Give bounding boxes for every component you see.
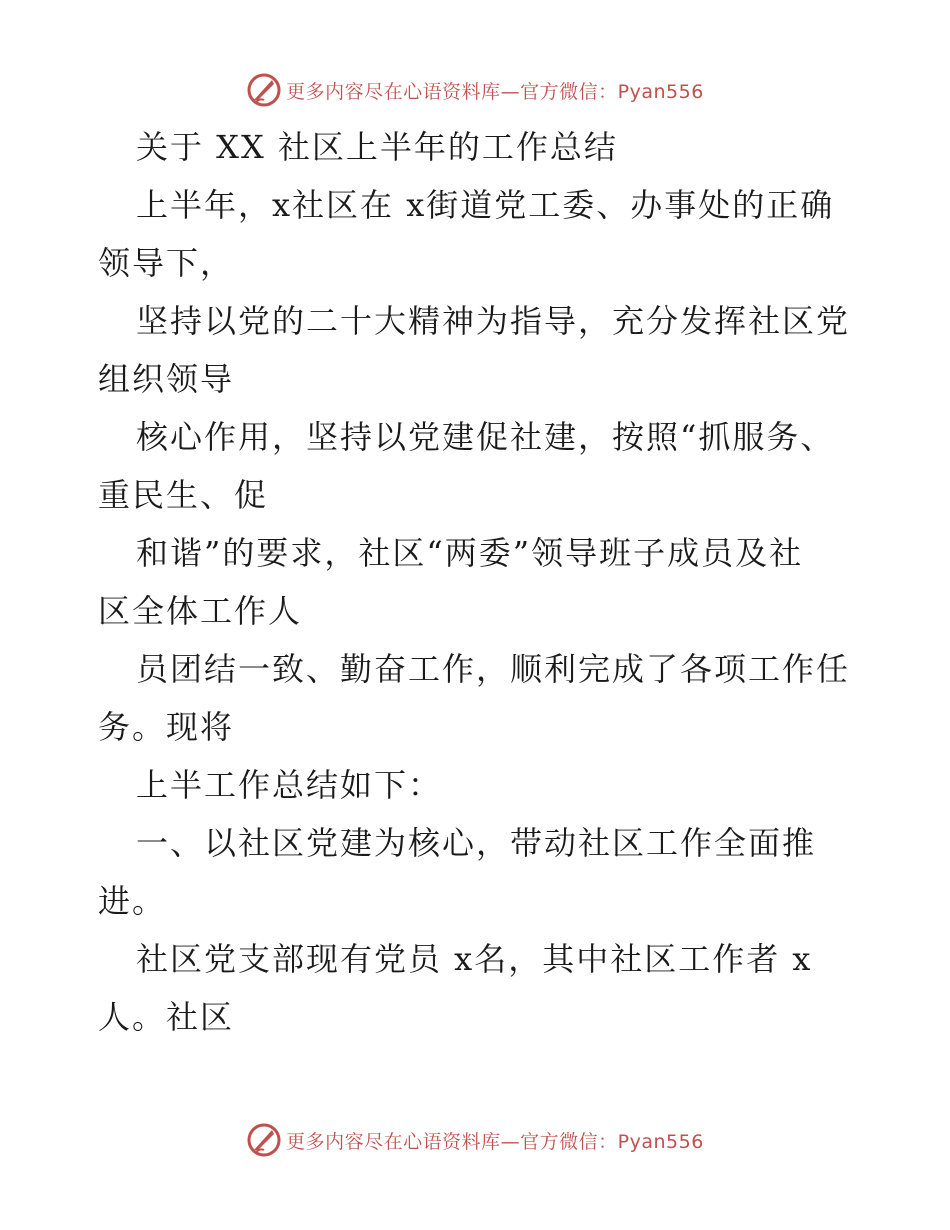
- section-heading: 一、以社区党建为核心，带动社区工作全面推: [136, 824, 817, 862]
- text-line: 和谐”的要求，社区“两委”领导班子成员及社: [136, 534, 804, 572]
- text-line: 上半年，x社区在 x街道党工委、办事处的正确: [136, 186, 835, 224]
- text-line: 社区党支部现有党员 x名，其中社区工作者 x: [136, 940, 813, 978]
- text-line: 核心作用，坚持以党建促社建，按照“抓服务、: [136, 418, 835, 456]
- text-line: 务。现将: [98, 708, 235, 746]
- text-line: 员团结一致、勤奋工作，顺利完成了各项工作任: [136, 650, 851, 688]
- watermark-header: [0, 70, 950, 110]
- quill-pen-logo-icon: [246, 72, 282, 108]
- quill-pen-logo-icon: [246, 1122, 282, 1158]
- text-line: 坚持以党的二十大精神为指导，充分发挥社区党: [136, 302, 851, 340]
- document-body: [98, 118, 858, 1046]
- document-title: 关于 XX 社区上半年的工作总结: [136, 128, 618, 166]
- watermark-text: 更多内容尽在心语资料库—官方微信：Pyan556: [286, 80, 704, 103]
- text-line: 组织领导: [98, 360, 235, 398]
- text-line: 进。: [98, 882, 167, 920]
- text-line: 人。社区: [98, 998, 235, 1036]
- text-line: 上半工作总结如下：: [136, 766, 443, 804]
- text-line: 区全体工作人: [98, 592, 303, 630]
- watermark-text: 更多内容尽在心语资料库—官方微信：Pyan556: [286, 1130, 704, 1153]
- watermark-footer: [0, 1120, 950, 1160]
- text-line: 重民生、促: [98, 476, 269, 514]
- text-line: 领导下，: [98, 244, 235, 282]
